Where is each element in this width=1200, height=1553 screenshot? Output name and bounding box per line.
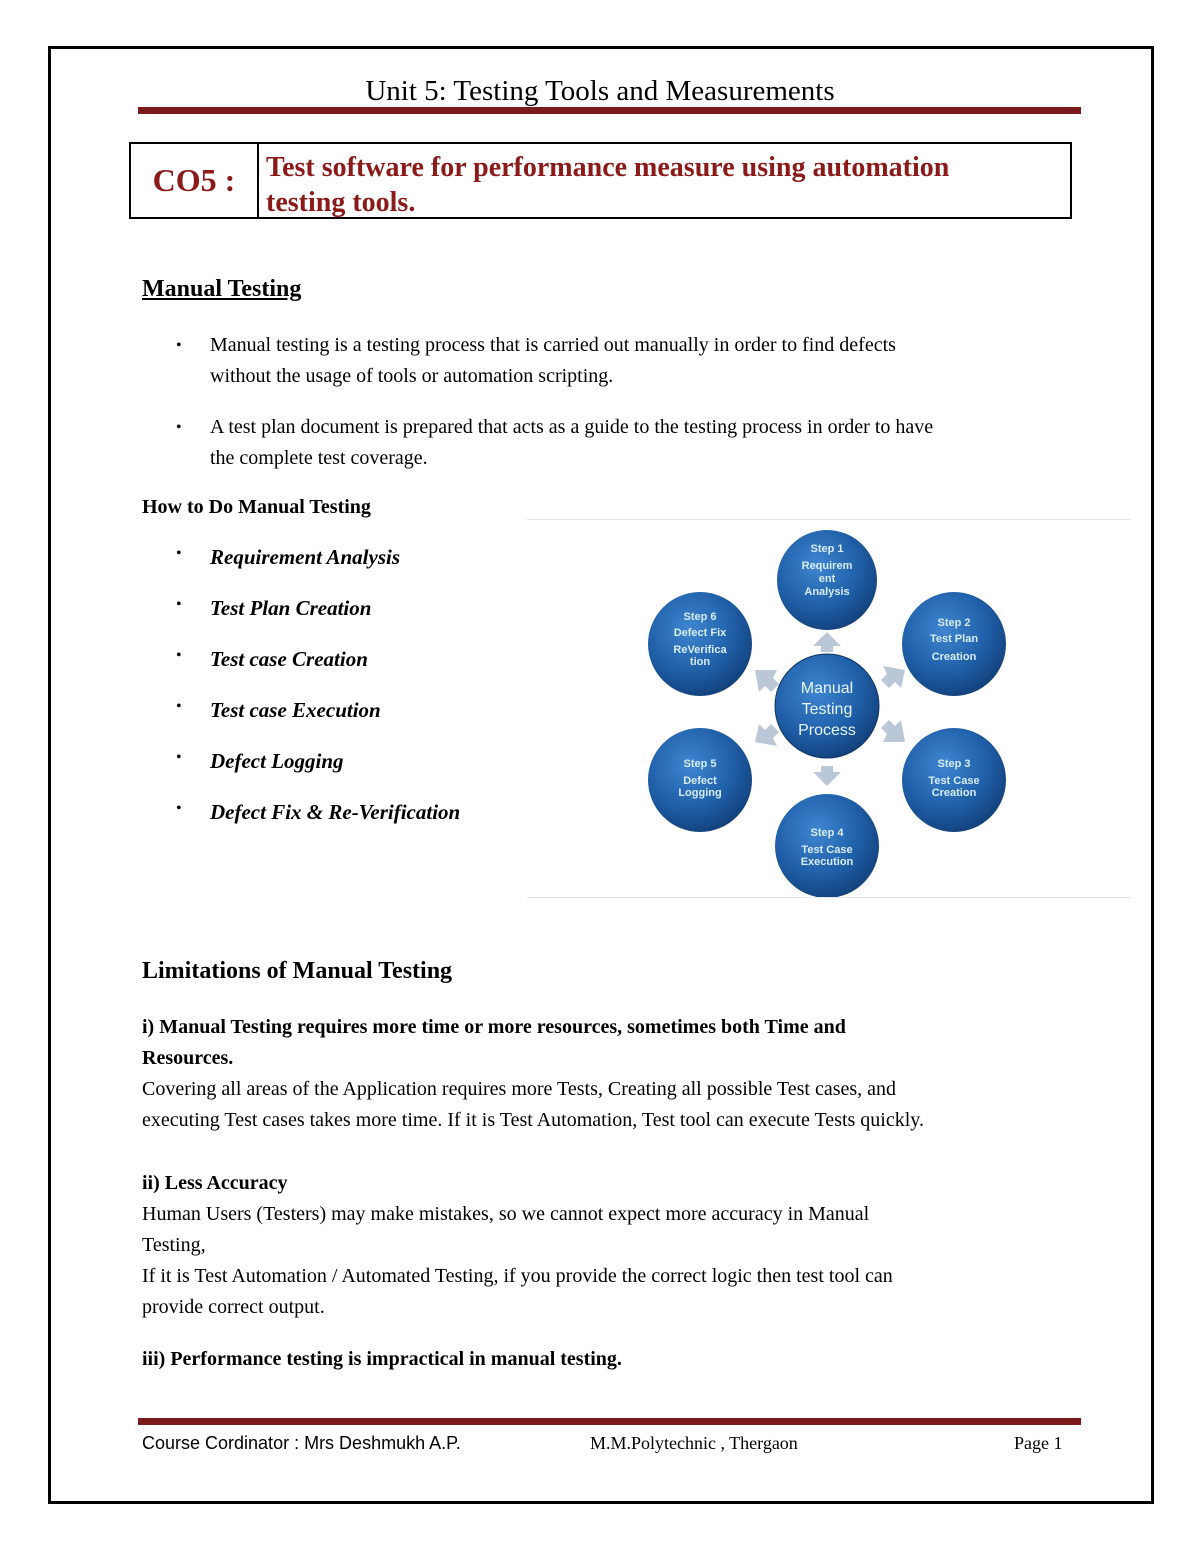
list-item — [142, 545, 542, 596]
limitation-item-2 — [142, 1168, 1082, 1323]
list-item — [142, 749, 542, 800]
limitation-3-title: iii) Performance testing is impractical in manual testing. — [142, 1348, 622, 1370]
limitation-2-body: Testing, — [142, 1234, 206, 1256]
bullet-icon: • — [176, 596, 182, 613]
bullet-icon: • — [176, 337, 182, 354]
limitation-2-body: If it is Test Automation / Automated Testing, if you provide the correct logic then test tool can — [142, 1265, 893, 1287]
how-to-steps — [142, 545, 542, 851]
step-2-label: Creation — [931, 651, 977, 663]
bullet-icon: • — [176, 749, 182, 766]
step-4-label: Execution — [800, 856, 854, 868]
step-label: Requirement Analysis — [210, 545, 400, 569]
footer-rule — [138, 1418, 1081, 1425]
process-diagram-svg — [527, 520, 1131, 897]
header-rule — [138, 107, 1081, 114]
limitation-2-body: Human Users (Testers) may make mistakes, so we cannot expect more accuracy in Manual — [142, 1203, 870, 1225]
step-1-label: Analysis — [804, 586, 850, 598]
step-3-label: Creation — [931, 787, 977, 799]
limitation-1-title: i) Manual Testing requires more time or more resources, sometimes both Time and — [142, 1016, 846, 1038]
center-label-1: Manual — [800, 680, 854, 697]
step-2-label: Test Plan — [929, 633, 979, 645]
list-item — [142, 412, 1082, 474]
list-item — [142, 596, 542, 647]
center-label-2: Testing — [801, 701, 853, 718]
list-item — [142, 647, 542, 698]
bullet-icon: • — [176, 419, 182, 436]
step-5-label: Logging — [678, 787, 722, 799]
co-text-line-1: Test software for performance measure using automation — [266, 152, 950, 183]
bullet-line: Manual testing is a testing process that is carried out manually in order to find defects — [210, 334, 896, 356]
step-5-label: Step 5 — [683, 758, 717, 770]
arrow-left-up-icon — [755, 670, 779, 692]
footer-coordinator: Course Cordinator : Mrs Deshmukh A.P. — [142, 1433, 461, 1453]
step-4-label: Step 4 — [810, 827, 844, 839]
bullet-icon: • — [176, 698, 182, 715]
step-5-label: Defect — [683, 775, 717, 787]
limitation-2-body: provide correct output. — [142, 1296, 325, 1318]
step-label: Test Plan Creation — [210, 596, 372, 620]
manual-testing-bullets — [142, 330, 1082, 474]
page-title: Unit 5: Testing Tools and Measurements — [365, 75, 835, 107]
bullet-icon: • — [176, 800, 182, 817]
arrow-up-icon — [813, 632, 841, 652]
co-text-line-2: testing tools. — [266, 187, 416, 218]
center-label-3: Process — [798, 722, 856, 739]
manual-testing-process-diagram — [527, 519, 1131, 898]
bullet-line: the complete test coverage. — [210, 447, 428, 469]
step-label: Defect Logging — [210, 749, 344, 773]
limitation-1-body: Covering all areas of the Application requires more Tests, Creating all possible Test cases, and — [142, 1078, 897, 1100]
step-6-label: ReVerifica — [673, 644, 727, 656]
arrow-right-down-icon — [881, 720, 905, 742]
limitation-2-title: ii) Less Accuracy — [142, 1172, 288, 1194]
step-1-label: ent — [818, 573, 836, 585]
step-2-label: Step 2 — [937, 617, 971, 629]
arrow-down-icon — [813, 766, 841, 786]
co-text — [266, 150, 1056, 220]
footer-page-number: Page 1 — [1014, 1433, 1063, 1453]
step-label: Test case Execution — [210, 698, 381, 722]
step-6-label: Defect Fix — [673, 627, 727, 639]
bullet-icon: • — [176, 647, 182, 664]
manual-testing-heading: Manual Testing — [142, 276, 302, 302]
step-label: Defect Fix & Re-Verification — [210, 800, 461, 824]
step-1-label: Step 1 — [810, 543, 844, 555]
how-to-heading: How to Do Manual Testing — [142, 496, 371, 518]
list-item — [142, 800, 542, 851]
arrow-left-down-icon — [755, 724, 779, 746]
step-6-label: tion — [689, 656, 711, 668]
limitation-1-title: Resources. — [142, 1047, 234, 1069]
limitation-1-body: executing Test cases takes more time. If it is Test Automation, Test tool can execute Tests quickly. — [142, 1109, 925, 1131]
bullet-line: A test plan document is prepared that acts as a guide to the testing process in order to have — [210, 416, 934, 438]
limitation-item-1 — [142, 1012, 1082, 1136]
arrow-right-up-icon — [881, 666, 905, 688]
step-label: Test case Creation — [210, 647, 368, 671]
step-3-label: Test Case — [928, 775, 980, 787]
bullet-line: without the usage of tools or automation scripting. — [210, 365, 614, 387]
co-label: CO5 : — [131, 144, 259, 217]
limitations-heading: Limitations of Manual Testing — [142, 958, 453, 984]
step-4-label: Test Case — [801, 844, 853, 856]
step-1-label: Requirem — [801, 560, 853, 572]
footer-institute: M.M.Polytechnic , Thergaon — [590, 1433, 798, 1453]
step-6-label: Step 6 — [683, 611, 717, 623]
list-item — [142, 698, 542, 749]
list-item — [142, 330, 1082, 392]
bullet-icon: • — [176, 545, 182, 562]
step-3-label: Step 3 — [937, 758, 971, 770]
course-outcome-box — [129, 142, 1072, 219]
